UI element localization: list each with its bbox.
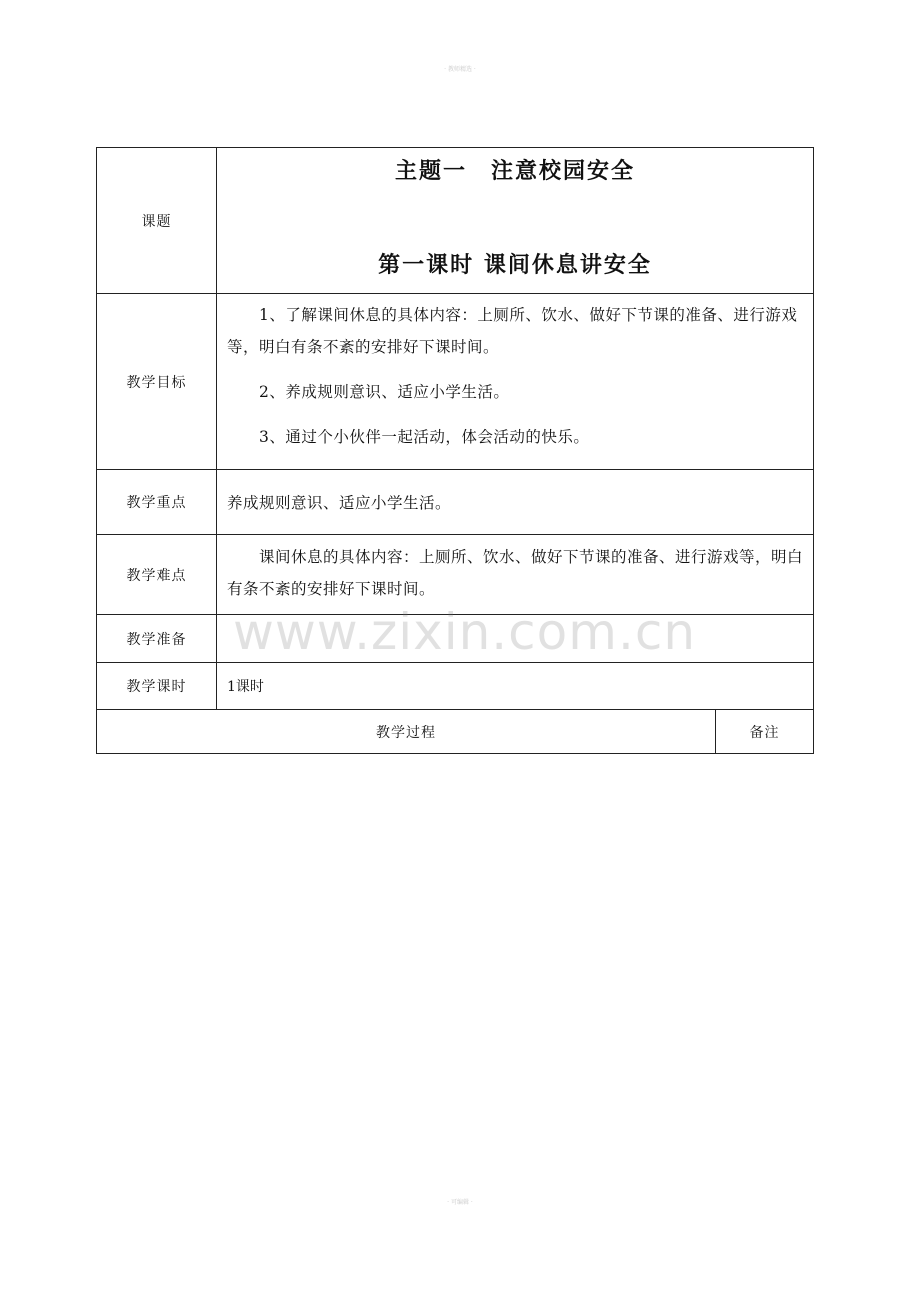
- footer-note: · 可编辑 ·: [447, 1199, 473, 1206]
- hours-label: 教学课时: [97, 663, 217, 709]
- key-point-row: [97, 470, 813, 535]
- difficulty-row: [97, 535, 813, 615]
- topic-row: [97, 148, 813, 294]
- lesson-title: 第一课时 课间休息讲安全: [378, 253, 652, 278]
- topic-label: 课题: [97, 148, 217, 293]
- goals-cell: [217, 294, 813, 469]
- difficulty-label: 教学难点: [97, 535, 217, 614]
- hours-text: 1课时: [227, 679, 264, 695]
- prep-row: [97, 615, 813, 663]
- topic-title: 主题一 注意校园安全: [394, 159, 635, 184]
- key-point-text: 养成规则意识、适应小学生活。: [227, 494, 452, 512]
- goals-label: 教学目标: [97, 294, 217, 469]
- lesson-plan-table: [96, 147, 814, 754]
- goal-item-2: 2、养成规则意识、适应小学生活。: [259, 383, 510, 401]
- header-note: · 教师精选 ·: [444, 66, 476, 73]
- notes-label: 备注: [749, 724, 780, 741]
- prep-label: 教学准备: [97, 615, 217, 662]
- prep-text: [217, 615, 813, 662]
- topic-cell: [217, 148, 813, 293]
- key-point-label: 教学重点: [97, 470, 217, 534]
- goal-item-3: 3、通过个小伙伴一起活动，体会活动的快乐。: [259, 428, 590, 446]
- goal-item-1: 1、了解课间休息的具体内容：上厕所、饮水、做好下节课的准备、进行游戏等，明白有条不紊的安排好下课时间。: [227, 306, 798, 356]
- difficulty-text: 课间休息的具体内容：上厕所、饮水、做好下节课的准备、进行游戏等，明白有条不紊的安排好下课时间。: [227, 548, 804, 598]
- goals-row: [97, 294, 813, 470]
- difficulty-cell: [217, 535, 813, 614]
- hours-row: [97, 663, 813, 710]
- process-row: [97, 710, 813, 753]
- watermark: www.zixin.com.cn: [233, 603, 697, 661]
- process-label: 教学过程: [97, 710, 716, 753]
